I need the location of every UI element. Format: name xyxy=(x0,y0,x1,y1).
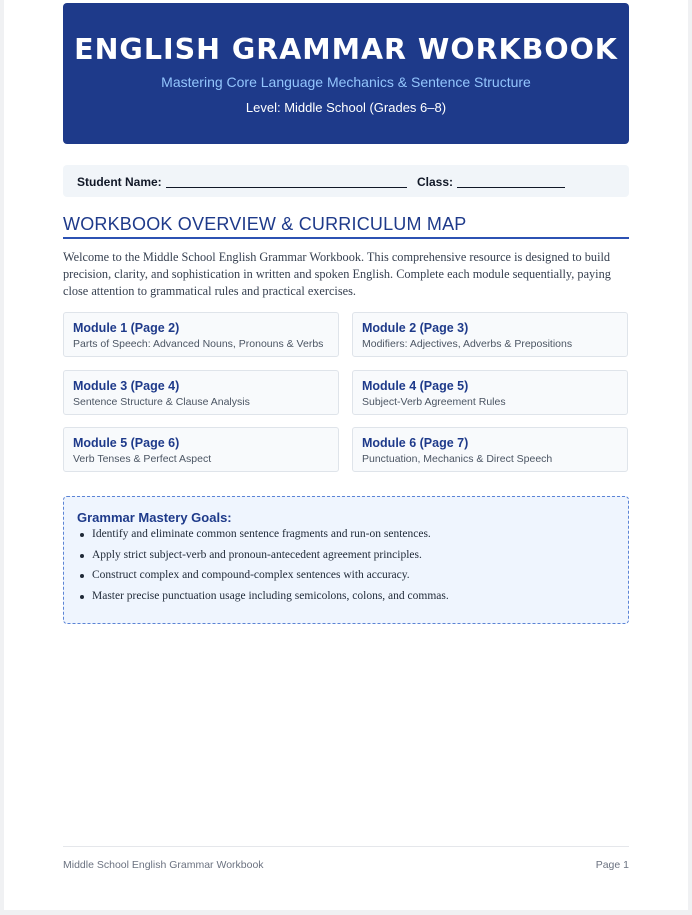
module-card-5 xyxy=(63,427,339,472)
student-name-field[interactable] xyxy=(77,175,407,189)
module-title: Module 1 (Page 2) xyxy=(73,321,180,335)
module-description: Verb Tenses & Perfect Aspect xyxy=(73,453,212,465)
module-card-3 xyxy=(63,370,339,415)
bullet-icon xyxy=(80,533,84,537)
module-card-1 xyxy=(63,312,339,357)
student-name-label: Student Name: xyxy=(77,175,162,189)
workbook-page xyxy=(4,0,688,910)
goal-item xyxy=(77,549,449,570)
workbook-subtitle: Mastering Core Language Mechanics & Sentence Structure xyxy=(161,74,531,90)
class-label: Class: xyxy=(417,175,454,189)
class-field[interactable] xyxy=(417,175,565,189)
goals-heading: Grammar Mastery Goals: xyxy=(77,510,232,525)
grade-level: Level: Middle School (Grades 6–8) xyxy=(245,100,447,115)
bullet-icon xyxy=(80,554,84,558)
footer-title: Middle School English Grammar Workbook xyxy=(63,859,264,871)
overview-divider xyxy=(63,237,629,239)
title-banner xyxy=(63,3,629,144)
module-title: Module 3 (Page 4) xyxy=(73,379,180,393)
goals-list xyxy=(77,528,449,610)
goal-text: Apply strict subject-verb and pronoun-antecedent agreement principles. xyxy=(92,548,422,561)
module-description: Sentence Structure & Clause Analysis xyxy=(73,396,250,408)
student-name-blank[interactable] xyxy=(166,175,407,188)
goal-item xyxy=(77,569,449,590)
student-info-bar xyxy=(63,165,629,197)
module-description: Subject-Verb Agreement Rules xyxy=(362,396,506,408)
module-title: Module 2 (Page 3) xyxy=(362,321,469,335)
class-blank[interactable] xyxy=(457,175,565,188)
bullet-icon xyxy=(80,574,84,578)
footer-divider xyxy=(63,846,629,847)
module-description: Punctuation, Mechanics & Direct Speech xyxy=(362,453,553,465)
page-number: Page 1 xyxy=(595,859,629,871)
module-title: Module 5 (Page 6) xyxy=(73,436,180,450)
overview-heading: WORKBOOK OVERVIEW & CURRICULUM MAP xyxy=(63,214,467,234)
goal-text: Identify and eliminate common sentence fragments and run-on sentences. xyxy=(92,528,431,540)
mastery-goals-box xyxy=(63,496,629,624)
goal-item xyxy=(77,590,449,611)
module-card-2 xyxy=(352,312,628,357)
intro-paragraph: Welcome to the Middle School English Grammar Workbook. This comprehensive resource is designed to build precision, clarity, and sophistication in written and spoken English. Complete each module sequentially, paying close attention to grammatical rules and practical exercises. xyxy=(63,250,611,298)
module-title: Module 4 (Page 5) xyxy=(362,379,469,393)
goal-text: Construct complex and compound-complex sentences with accuracy. xyxy=(92,569,410,581)
module-card-4 xyxy=(352,370,628,415)
module-description: Modifiers: Adjectives, Adverbs & Prepositions xyxy=(362,338,573,350)
module-card-6 xyxy=(352,427,628,472)
module-description: Parts of Speech: Advanced Nouns, Pronouns & Verbs xyxy=(73,338,324,350)
workbook-title: ENGLISH GRAMMAR WORKBOOK xyxy=(74,33,618,66)
bullet-icon xyxy=(80,595,84,599)
goal-item xyxy=(77,528,449,549)
goal-text: Master precise punctuation usage including semicolons, colons, and commas. xyxy=(92,589,449,602)
module-title: Module 6 (Page 7) xyxy=(362,436,469,450)
